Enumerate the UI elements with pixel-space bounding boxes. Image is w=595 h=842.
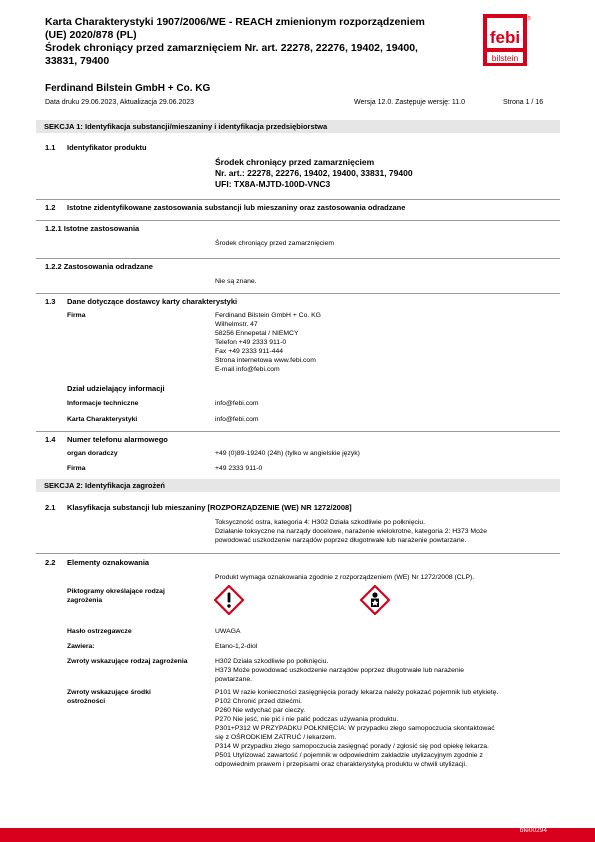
s13-title: Dane dotyczące dostawcy karty charakterystyki — [67, 297, 238, 306]
labelling-intro: Produkt wymaga oznakowania zgodnie z rozporządzeniem (WE) Nr 1272/2008 (CLP). — [215, 574, 475, 581]
version-info: Wersja 12.0. Zastępuje wersję: 11.0 — [354, 99, 466, 106]
s21-title: Klasyfikacja substancji lub mieszaniny [ROZPORZĄDZENIE (WE) NR 1272/2008] — [67, 503, 352, 512]
contains-label: Zawiera: — [67, 643, 95, 650]
s122-value: Nie są znane. — [215, 278, 257, 285]
s22-title: Elementy oznakowania — [67, 558, 150, 567]
divider — [36, 258, 560, 259]
s13-number: 1.3 — [45, 297, 56, 306]
product-identifier: Środek chroniący przed zamarznięciem Nr. art.: 22278, 22276, 19402, 19400, 33831, 79400 UFI: TX8A-MJTD-100D-VNC3 — [215, 157, 413, 189]
s122-title: 1.2.2 Zastosowania odradzane — [45, 262, 153, 271]
febi-bilstein-logo — [483, 14, 531, 66]
signal-word-label: Hasło ostrzegawcze — [67, 628, 132, 635]
s12-title: Istotne zidentyfikowane zastosowania substancji lub mieszaniny oraz zastosowania odradzane — [67, 203, 406, 212]
page-number: Strona 1 / 16 — [503, 99, 544, 106]
section-1-band: SEKCJA 1: Identyfikacja substancji/mieszaniny i identyfikacja przedsiębiorstwa — [36, 120, 560, 133]
karta-label: Karta Charakterystyki — [67, 416, 138, 423]
s121-title: 1.2.1 Istotne zastosowania — [45, 224, 140, 233]
classification-text: Toksyczność ostra, kategoria 4: H302 Działa szkodliwie po połknięciu. Działanie toksyczne na narządy docelowe, narażenie wielokrotne, kategoria 2: H373 Może powodować uszkodzenie narządów poprzez długotrwałe lub narażenie powtarzane. — [215, 519, 488, 544]
info-tech-email[interactable]: info@febi.com — [215, 400, 259, 407]
s14-title: Numer telefonu alarmowego — [67, 435, 168, 444]
signal-word: UWAGA — [215, 628, 241, 635]
karta-email[interactable]: info@febi.com — [215, 416, 259, 423]
info-tech-label: Informacje techniczne — [67, 400, 139, 407]
firma-phone-label: Firma — [67, 465, 86, 472]
divider — [36, 220, 560, 221]
divider — [36, 199, 560, 200]
s22-number: 2.2 — [45, 558, 56, 567]
hazard-statements-label: Zwroty wskazujące rodzaj zagrożenia — [67, 658, 188, 665]
s11-number: 1.1 — [45, 143, 56, 152]
divider — [36, 293, 560, 294]
contains-value: Etano-1,2-diol — [215, 643, 258, 650]
svg-text:bilstein: bilstein — [491, 53, 519, 63]
dzial-title: Dział udzielający informacji — [67, 384, 165, 393]
precautionary-statements: P101 W razie konieczności zasięgnięcia porady lekarza należy pokazać pojemnik lub etykietę. P102 Chronić przed dziećmi. P260 Nie wdychać par cieczy. P270 Nie jeść, nie pić i nie palić podczas używania produktu. P301+P312 W PRZYPADKU POŁKNIĘCIA: W przypadku złego samopoczucia skontaktować się z OŚRODKIEM ZATRUĆ / lekarzem. P314 W przypadku złego samopoczucia zasięgnąć porady / zgłosić się pod opiekę lekarza. P501 Utylizować zawartość / pojemnik w odpowiednim zakładzie utylizacyjnym zgodnie z odpowiednim prawem i przepisami oraz charakterystyką produktu w chwili utylizacji. — [215, 689, 499, 768]
svg-text:febi: febi — [489, 28, 521, 47]
document-code: bfe00294 — [519, 827, 547, 834]
svg-text:®: ® — [527, 16, 531, 22]
s12-number: 1.2 — [45, 203, 56, 212]
print-date: Data druku 29.06.2023, Aktualizacja 29.06.2023 — [45, 99, 195, 106]
organ-label: organ doradczy — [67, 450, 118, 457]
firma-phone: +49 2333 911-0 — [215, 465, 263, 472]
exclamation-mark-pictogram — [214, 585, 244, 615]
pictogram-label: Piktogramy określające rodzaj zagrożenia — [67, 588, 165, 604]
divider — [36, 553, 560, 554]
organ-phone: +49 (0)89-19240 (24h) (tylko w angielskie język) — [215, 450, 360, 457]
supplier-address: Ferdinand Bilstein GmbH + Co. KG Wilhelmstr. 47 58256 Ennepetal / NIEMCY Telefon +49 2333 911-0 Fax +49 2333 911-444 Strona internetowa www.febi.com E-mail info@febi.com — [215, 312, 321, 373]
s21-number: 2.1 — [45, 503, 56, 512]
firma-label: Firma — [67, 312, 86, 319]
section-2-band: SEKCJA 2: Identyfikacja zagrożeń — [36, 479, 560, 492]
divider — [36, 431, 560, 432]
precautionary-label: Zwroty wskazujące środki ostrożności — [67, 689, 151, 705]
document-title: Karta Charakterystyki 1907/2006/WE - REACH zmienionym rozporządzeniem (UE) 2020/878 (PL) Środek chroniący przed zamarznięciem Nr. art. 22278, 22276, 19402, 19400, 33831, 79400 — [45, 16, 425, 67]
company-name: Ferdinand Bilstein GmbH + Co. KG — [45, 83, 211, 94]
s14-number: 1.4 — [45, 435, 56, 444]
s121-value: Środek chroniący przed zamarznięciem — [215, 240, 334, 247]
health-hazard-pictogram — [360, 585, 390, 615]
footer-bar — [0, 828, 595, 842]
s11-title: Identyfikator produktu — [67, 143, 147, 152]
hazard-statements: H302 Działa szkodliwie po połknięciu. H373 Może powodować uszkodzenie narządów poprzez długotrwałe lub narażenie powtarzane. — [215, 658, 464, 683]
